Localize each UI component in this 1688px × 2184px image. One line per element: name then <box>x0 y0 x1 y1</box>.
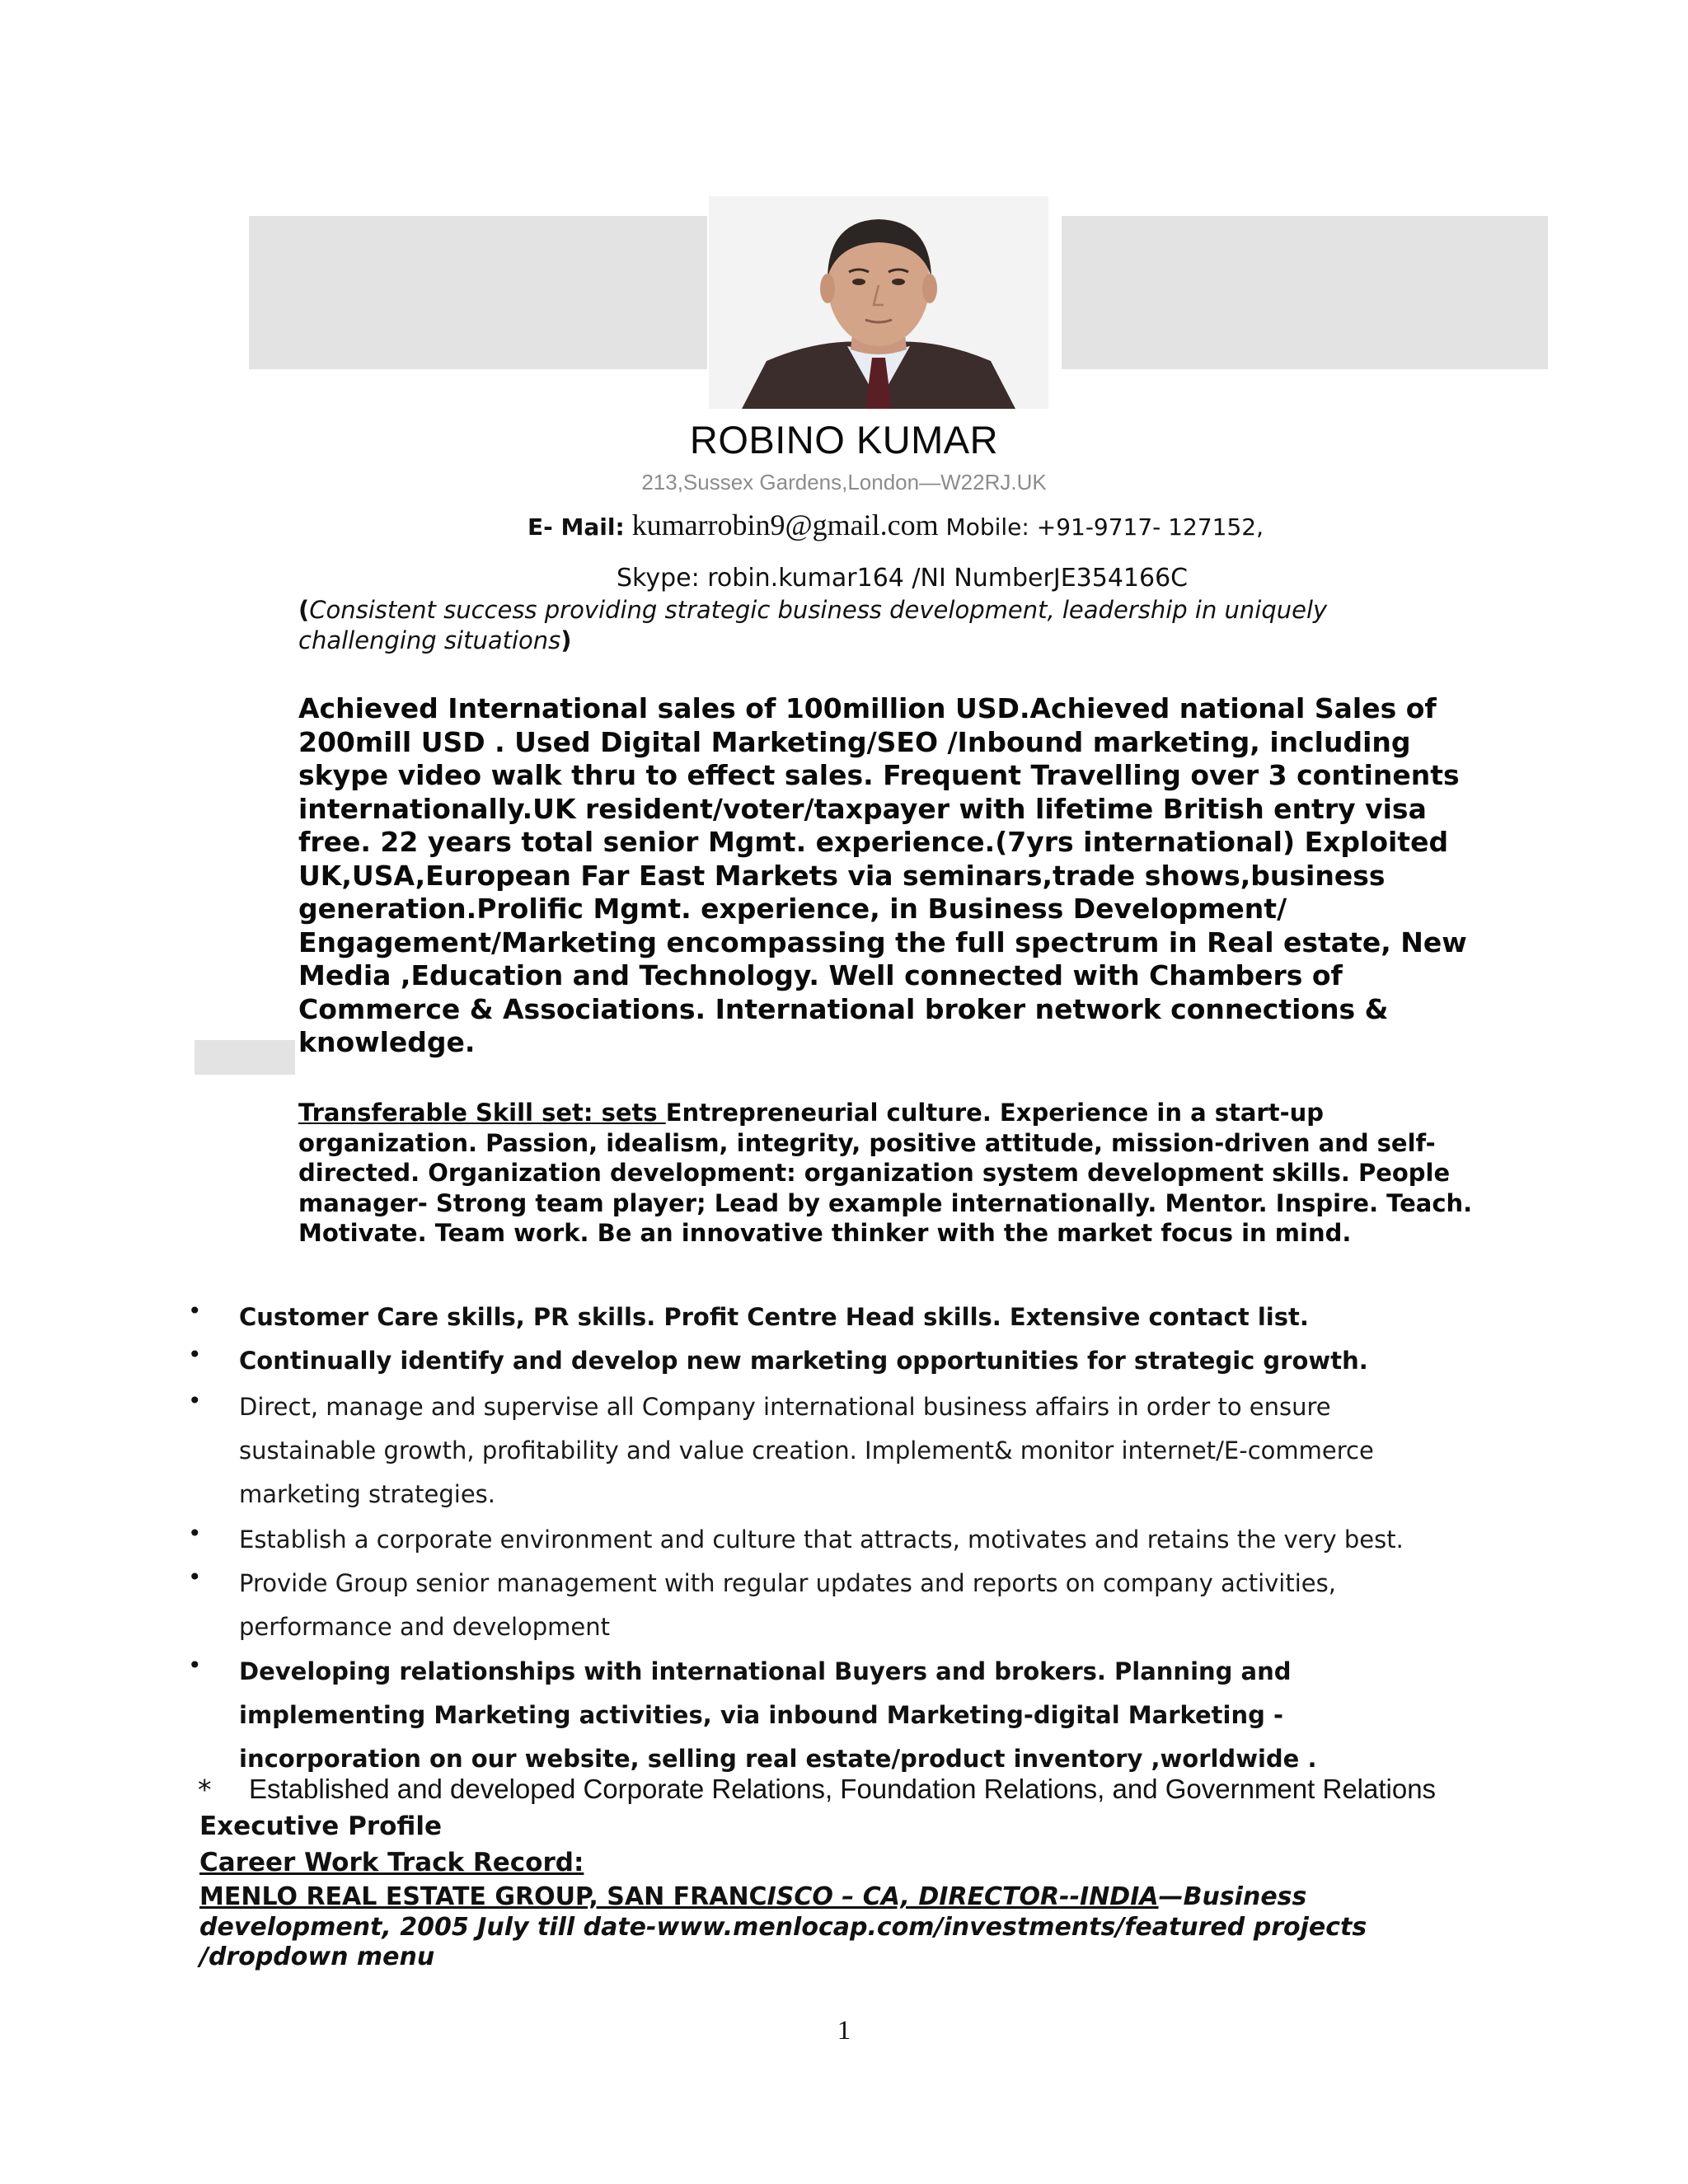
bullet-text: Provide Group senior management with regular updates and reports on company activities, performance and development <box>239 1569 1336 1641</box>
side-marker <box>195 1040 295 1075</box>
skype-ni-line: Skype: robin.kumar164 /NI NumberJE354166C <box>617 564 1189 593</box>
page-number: 1 <box>837 2016 851 2046</box>
postal-address: 213,Sussex Gardens,London—W22RJ.UK <box>641 470 1047 494</box>
relations-text: Established and developed Corporate Relations, Foundation Relations, and Government Relations <box>249 1774 1437 1804</box>
mobile-number: Mobile: +91-9717- 127152, <box>945 513 1264 541</box>
skills-text: Entrepreneurial culture. Experience in a start-up organization. Passion, idealism, integrity, positive attitude, mission-driven and self-directed. Organization development: organization system development skills. People manager- Strong team player; Lead by example internationally. Mentor. Inspire. Teach. Motivate. Team work. Be an innovative thinker with the market focus in mind. <box>298 1099 1473 1247</box>
bullet-text: Developing relationships with international Buyers and brokers. Planning and implementing Marketing activities, via inbound Marketing-digital Marketing - incorporation on our website, selling real estate/product inventory ,worldwide . <box>239 1657 1317 1773</box>
candidate-name: ROBINO KUMAR <box>689 418 999 462</box>
bullet-icon: • <box>188 1341 202 1368</box>
skills-heading: Transferable Skill set: sets <box>298 1099 666 1127</box>
star-mark: * <box>198 1774 212 1806</box>
header-band-left <box>249 216 707 369</box>
bullet-icon: • <box>188 1387 202 1414</box>
executive-profile-title: Executive Profile <box>199 1811 443 1841</box>
tagline <box>298 595 1444 656</box>
company-role: ISCO – CA, DIRECTOR--INDIA <box>767 1882 1159 1911</box>
company-entry <box>199 1882 1452 1973</box>
profile-photo <box>709 196 1048 409</box>
bullet-text: Customer Care skills, PR skills. Profit Centre Head skills. Extensive contact list. <box>239 1303 1309 1331</box>
bullet-icon: • <box>188 1520 202 1547</box>
career-record-title: Career Work Track Record: <box>199 1848 584 1877</box>
email-address: kumarrobin9@gmail.com <box>631 509 939 541</box>
email-label: E- Mail: <box>528 513 625 541</box>
tagline-close-paren: ) <box>560 626 572 654</box>
bullet-icon: • <box>188 1652 202 1679</box>
bullet-text: Establish a corporate environment and culture that attracts, motivates and retains the very best. <box>239 1526 1404 1554</box>
contact-line <box>528 508 1264 542</box>
bullet-icon: • <box>188 1297 202 1324</box>
tagline-text: Consistent success providing strategic business development, leadership in uniquely challenging situations <box>298 596 1328 654</box>
bullet-icon: • <box>188 1563 202 1591</box>
summary-paragraph: Achieved International sales of 100million USD.Achieved national Sales of 200mill USD . Used Digital Marketing/SEO /Inbound marketing, including skype video walk thru to effect sales. Frequent Travelling over 3 continents internationally.UK resident/voter/taxpayer with lifetime British entry visa free. 22 years total senior Mgmt. experience.(7yrs international) Exploited UK,USA,European Far East Markets via seminars,trade shows,business generation.Prolific Mgmt. experience, in Business Development/ Engagement/Marketing encompassing the full spectrum in Real estate, New Media ,Education and Technology. Well connected with Chambers of Commerce & Associations. International broker network connections & knowledge. <box>298 692 1467 1058</box>
company-details: —Business development, 2005 July till date-www.menlocap.com/investments/featured projects /dropdown menu <box>199 1882 1367 1971</box>
tagline-open-paren: ( <box>298 596 310 624</box>
bullet-text: Continually identify and develop new marketing opportunities for strategic growth. <box>239 1347 1368 1375</box>
skills-paragraph <box>298 1098 1498 1249</box>
header-band-right <box>1062 216 1548 369</box>
bullet-text: Direct, manage and supervise all Company international business affairs in order to ensure sustainable growth, profitability and value creation. Implement& monitor internet/E-commerce marketing strategies. <box>239 1393 1374 1508</box>
company-name: MENLO REAL ESTATE GROUP, SAN FRANC <box>199 1882 767 1911</box>
